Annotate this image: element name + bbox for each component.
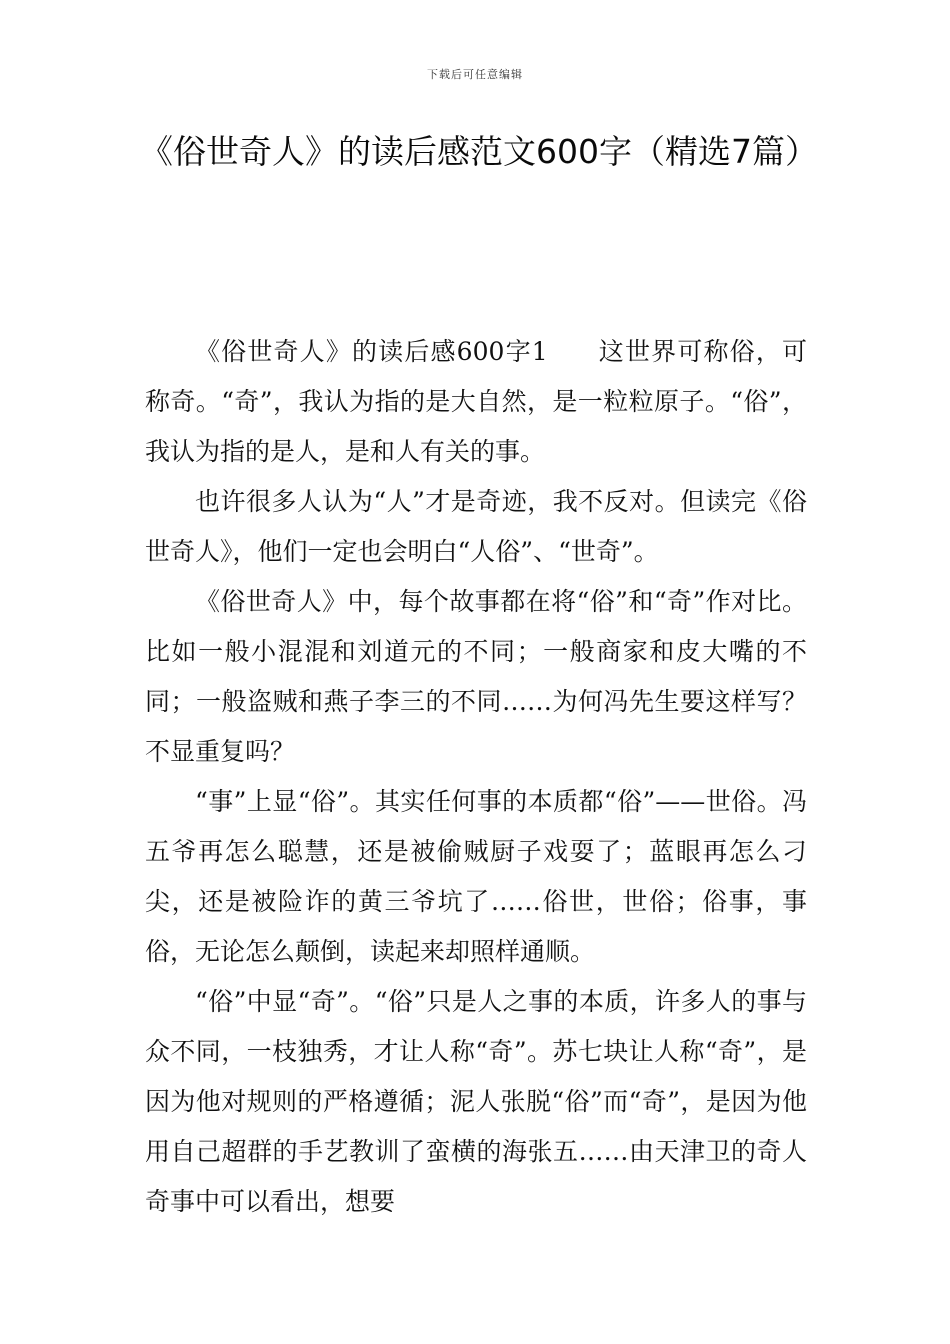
paragraph-2: 也许很多人认为“人”才是奇迹，我不反对。但读完《俗世奇人》，他们一定也会明白“人俗”、“世奇”。 (145, 487, 807, 566)
paragraph-4: “事”上显“俗”。其实任何事的本质都“俗”——世俗。冯五爷再怎么聪慧，还是被偷贼厨子戏耍了；蓝眼再怎么刁尖，还是被险诈的黄三爷坑了……俗世，世俗；俗事，事俗，无论怎么颠倒，读起来却照样通顺。 (145, 787, 807, 966)
paragraph-3: 《俗世奇人》中，每个故事都在将“俗”和“奇”作对比。比如一般小混混和刘道元的不同；一般商家和皮大嘴的不同；一般盗贼和燕子李三的不同……为何冯先生要这样写？不显重复吗？ (145, 587, 807, 766)
paragraph-1 (145, 327, 807, 477)
document-body (145, 327, 807, 1227)
section-heading: 《俗世奇人》的读后感600字1 (195, 337, 548, 366)
header-note: 下载后可任意编辑 (427, 68, 523, 81)
paragraph-text: 这世界可称俗，可称奇。“奇”，我认为指的是大自然，是一粒粒原子。“俗”，我认为指的是人，是和人有关的事。 (145, 337, 807, 466)
document-title: 《俗世奇人》的读后感范文600字（精选7篇） (140, 132, 818, 171)
paragraph-5: “俗”中显“奇”。“俗”只是人之事的本质，许多人的事与众不同，一枝独秀，才让人称“奇”。苏七块让人称“奇”，是因为他对规则的严格遵循；泥人张脱“俗”而“奇”，是因为他用自己超群的手艺教训了蛮横的海张五……由天津卫的奇人奇事中可以看出，想要 (145, 987, 807, 1216)
